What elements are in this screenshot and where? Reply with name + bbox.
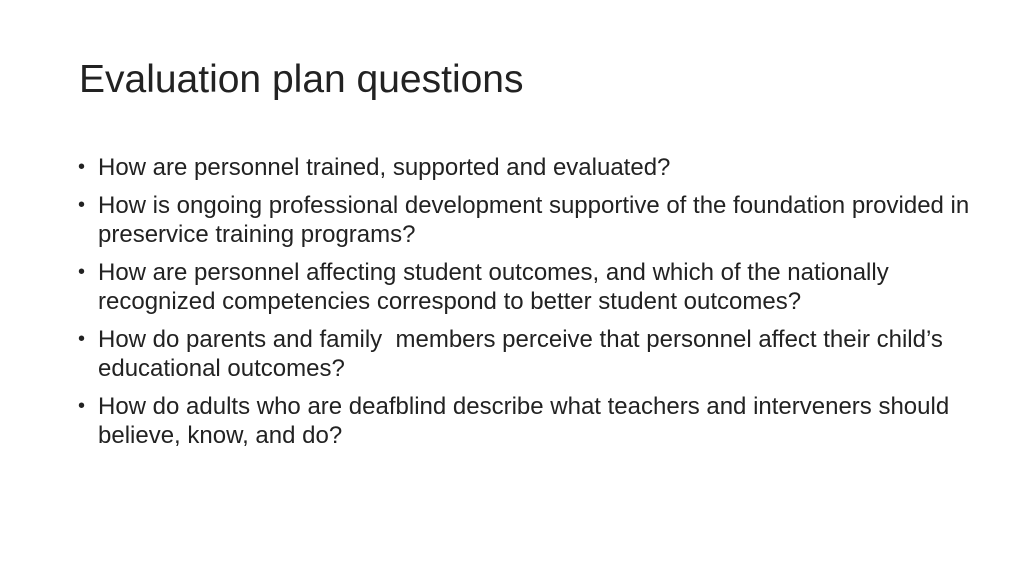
bullet-list	[78, 153, 978, 459]
bullet-text: How is ongoing professional development supportive of the foundation provided in preservice training programs?	[98, 192, 976, 248]
bullet-dot-icon: •	[78, 261, 86, 283]
bullet-item	[78, 153, 978, 182]
bullet-dot-icon: •	[78, 395, 86, 417]
bullet-item	[78, 392, 978, 450]
bullet-dot-icon: •	[78, 328, 86, 350]
bullet-item	[78, 191, 978, 249]
bullet-item	[78, 325, 978, 383]
bullet-text: How are personnel affecting student outcomes, and which of the nationally recognized competencies correspond to better student outcomes?	[98, 259, 896, 315]
slide-title: Evaluation plan questions	[79, 58, 524, 101]
bullet-item	[78, 258, 978, 316]
bullet-dot-icon: •	[78, 194, 86, 216]
bullet-dot-icon: •	[78, 156, 86, 178]
bullet-text: How do adults who are deafblind describe what teachers and interveners should believe, know, and do?	[98, 393, 956, 449]
bullet-text: How are personnel trained, supported and evaluated?	[98, 154, 671, 181]
bullet-text: How do parents and family members perceive that personnel affect their child’s educational outcomes?	[98, 326, 950, 382]
